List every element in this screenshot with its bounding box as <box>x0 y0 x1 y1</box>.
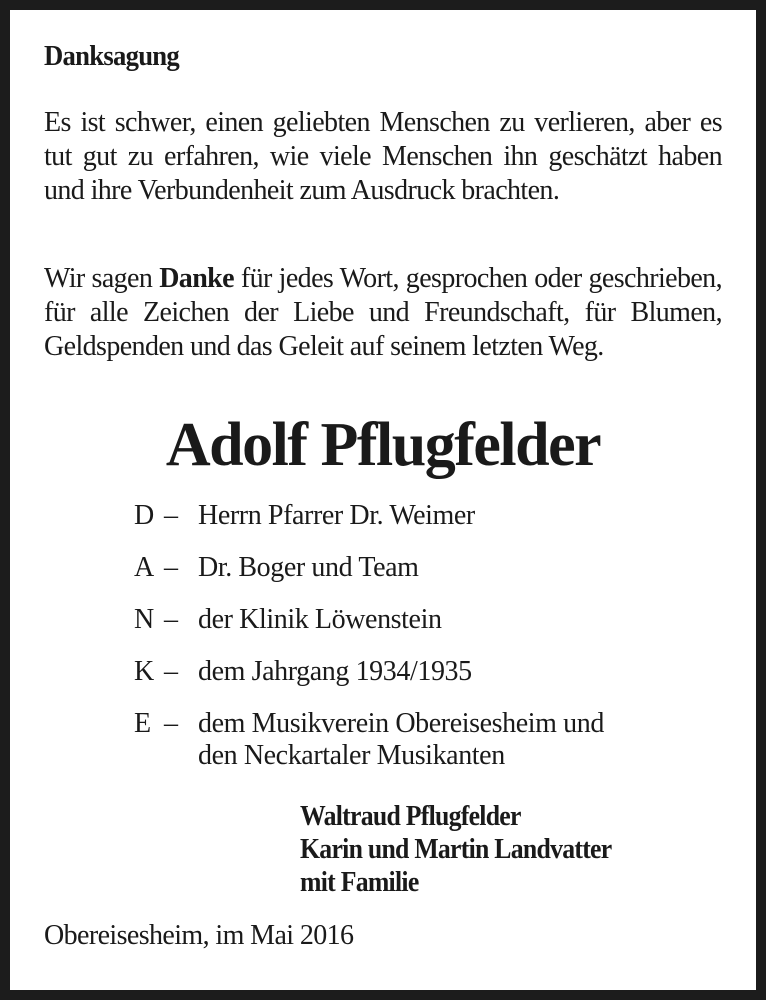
thanks-prefix: Wir sagen <box>44 263 160 294</box>
acrostic-letter: A <box>134 552 154 583</box>
acrostic-list <box>134 500 604 792</box>
acrostic-letter: N <box>134 604 154 635</box>
acrostic-dash: – <box>164 500 178 531</box>
intro-paragraph: Es ist schwer, einen geliebten Menschen zu verlieren, aber es tut gut zu erfahren, wie viele Menschen ihn geschätzt haben und ihre Verbundenheit zum Ausdruck brachten. <box>44 107 722 206</box>
acrostic-text: dem Jahrgang 1934/1935 <box>198 656 472 687</box>
acrostic-text <box>198 708 604 772</box>
deceased-name: Adolf Pflugfelder <box>165 411 601 479</box>
obituary-notice <box>10 10 756 990</box>
acrostic-letter: K <box>134 656 154 687</box>
acrostic-text: Herrn Pfarrer Dr. Weimer <box>198 500 475 531</box>
thanks-suffix: für jedes Wort, gesprochen oder geschrieben, für alle Zeichen der Liebe und Freundschaft, für Blumen, Geldspenden und das Geleit auf seinem letzten Weg. <box>44 263 722 362</box>
acrostic-row <box>134 604 604 636</box>
thanks-paragraph <box>44 262 722 364</box>
acrostic-text: Dr. Boger und Team <box>198 552 419 583</box>
acrostic-row <box>134 708 604 772</box>
notice-heading: Danksagung <box>44 40 180 72</box>
acrostic-row <box>134 552 604 584</box>
acrostic-dash: – <box>164 708 178 739</box>
acrostic-text: der Klinik Löwenstein <box>198 604 442 635</box>
acrostic-dash: – <box>164 656 178 687</box>
acrostic-dash: – <box>164 604 178 635</box>
signatory: Waltraud Pflugfelder <box>300 801 521 832</box>
acrostic-text-line2: den Neckartaler Musikanten <box>198 740 505 771</box>
acrostic-row <box>134 656 604 688</box>
place-date: Obereisesheim, im Mai 2016 <box>44 920 354 951</box>
acrostic-letter: E <box>134 708 151 739</box>
acrostic-text-line1: dem Musikverein Obereisesheim und <box>198 708 604 739</box>
acrostic-dash: – <box>164 552 178 583</box>
signatory: Karin und Martin Landvatter <box>300 834 612 865</box>
thanks-bold: Danke <box>159 263 234 294</box>
acrostic-letter: D <box>134 500 154 531</box>
signatories <box>300 800 611 899</box>
acrostic-row <box>134 500 604 532</box>
signatory: mit Familie <box>300 867 419 898</box>
